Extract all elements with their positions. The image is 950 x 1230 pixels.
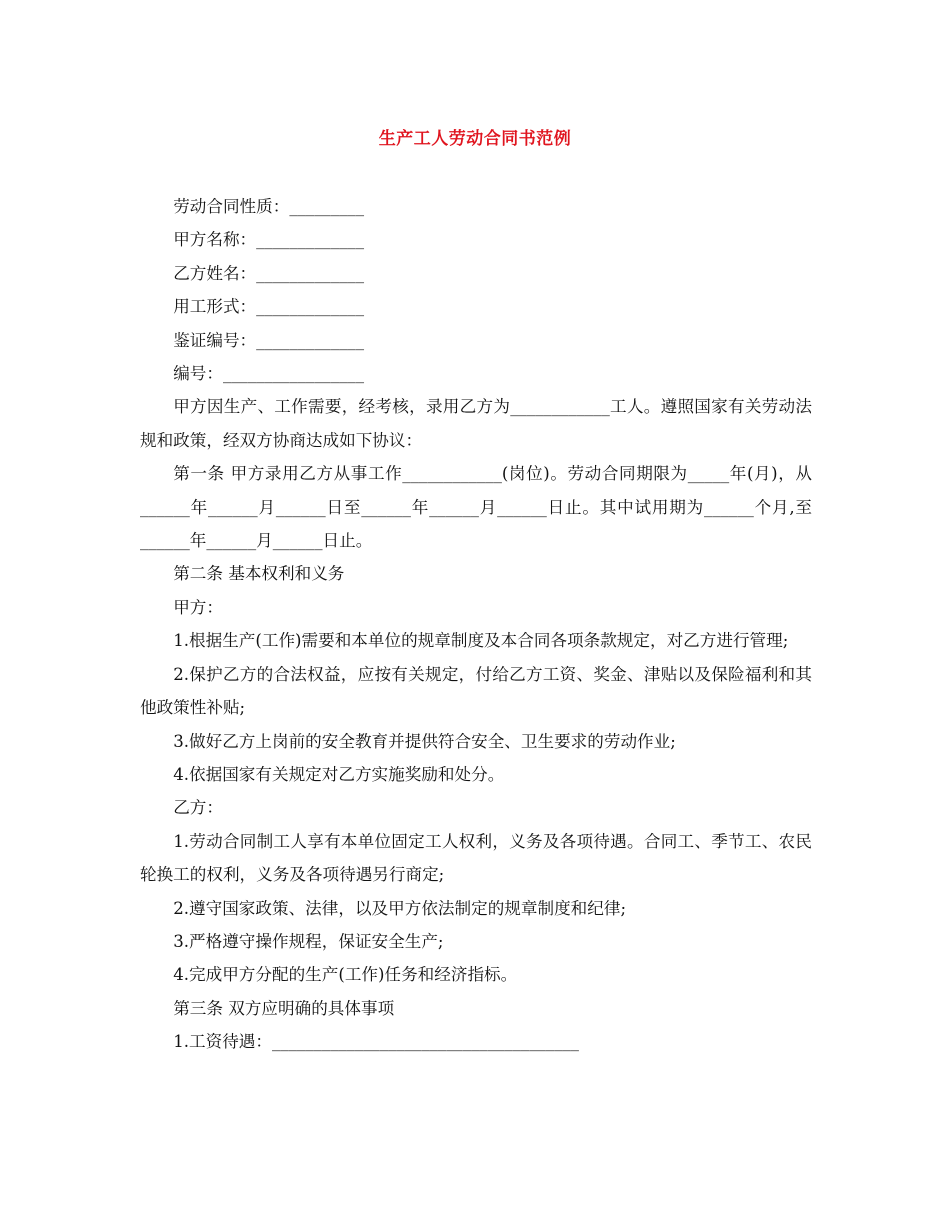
paragraph: 1.劳动合同制工人享有本单位固定工人权利，义务及各项待遇。合同工、季节工、农民轮换工的权利，义务及各项待遇另行商定; [140,831,812,885]
paragraph: 用工形式：_____________ [173,297,365,317]
paragraph: 甲方： [173,597,223,617]
paragraph: 编号：_________________ [173,364,365,384]
paragraph: 第一条 甲方录用乙方从事工作____________(岗位)。劳动合同期限为_____年(月)，从______年______月______日至______年______月______日止。其中试用期为______个月,至______年______月______日止。 [140,464,812,551]
paragraph: 第二条 基本权利和义务 [173,564,345,584]
paragraph: 3.做好乙方上岗前的安全教育并提供符合安全、卫生要求的劳动作业; [173,731,676,751]
document-title: 生产工人劳动合同书范例 [378,129,572,149]
paragraph: 第三条 双方应明确的具体事项 [173,998,395,1018]
paragraph: 乙方姓名：_____________ [173,263,365,283]
paragraph: 1.根据生产(工作)需要和本单位的规章制度及本合同各项条款规定，对乙方进行管理; [173,631,789,651]
paragraph: 3.严格遵守操作规程，保证安全生产; [173,931,444,951]
paragraph: 甲方名称：_____________ [173,230,365,250]
paragraph: 2.遵守国家政策、法律，以及甲方依法制定的规章制度和纪律; [173,898,627,918]
paragraph: 2.保护乙方的合法权益，应按有关规定，付给乙方工资、奖金、津贴以及保险福利和其他政策性补贴; [140,664,812,718]
paragraph: 鉴证编号：_____________ [173,330,365,350]
paragraph: 4.完成甲方分配的生产(工作)任务和经济指标。 [173,965,518,985]
paragraph: 4.依据国家有关规定对乙方实施奖励和处分。 [173,764,505,784]
paragraph: 1.工资待遇：_____________________________________ [173,1032,579,1052]
paragraph: 劳动合同性质：_________ [173,197,365,216]
paragraph: 乙方： [173,798,223,818]
document-body [140,190,812,1059]
paragraph: 甲方因生产、工作需要，经考核，录用乙方为____________工人。遵照国家有关劳动法规和政策，经双方协商达成如下协议： [140,397,812,450]
